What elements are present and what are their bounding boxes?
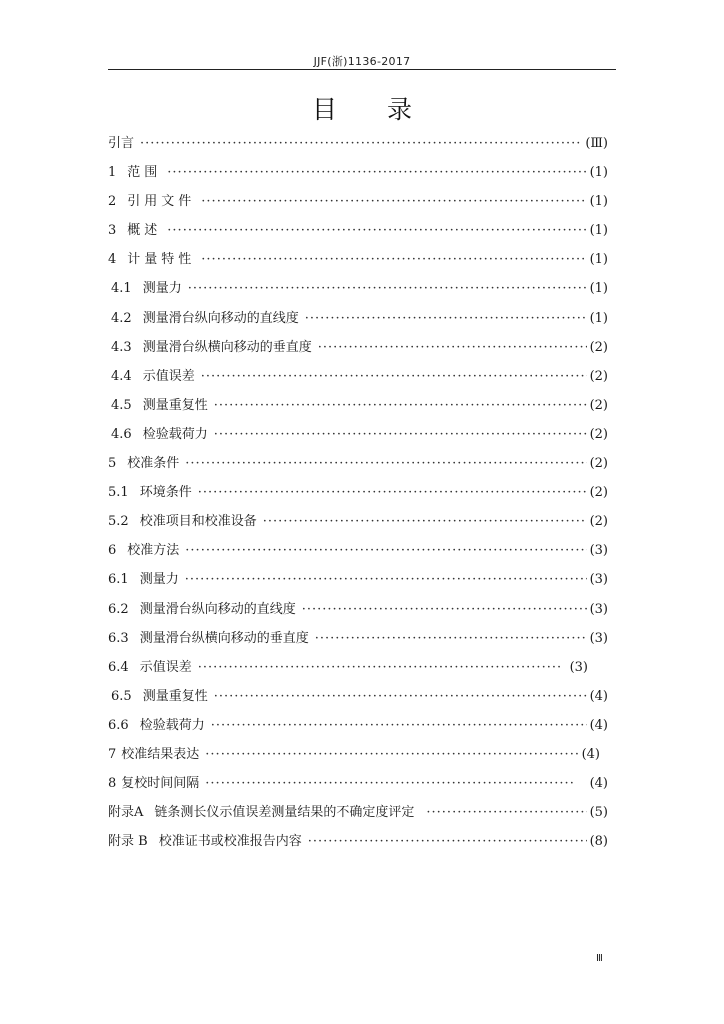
toc-entry-6-6[interactable] (108, 711, 608, 740)
toc-leader-dots (185, 449, 586, 478)
toc-leader-dots (305, 304, 587, 333)
toc-entry-4-6[interactable] (108, 420, 608, 449)
toc-leader-dots (302, 595, 587, 624)
toc-entry-page: (2) (589, 397, 608, 413)
toc-leader-dots (205, 740, 578, 769)
toc-entry-number: 5 (108, 456, 117, 472)
toc-entry-label: 检验载荷力 (139, 717, 205, 733)
toc-entry-number: 4.3 (111, 339, 132, 355)
toc-leader-dots (318, 333, 587, 362)
toc-entry-label: 校准条件 (127, 456, 180, 472)
toc-entry-number: 4.6 (111, 426, 132, 442)
toc-entry-7[interactable] (108, 740, 608, 769)
toc-entry-page: (8) (589, 834, 608, 850)
toc-entry-number: 附录 B (108, 834, 148, 850)
toc-entry-number: 6 (108, 543, 117, 559)
toc-entry-4-3[interactable] (108, 333, 608, 362)
toc-entry-2[interactable] (108, 187, 608, 216)
toc-entry-4-5[interactable] (108, 391, 608, 420)
toc-entry-6-1[interactable] (108, 565, 608, 594)
toc-entry-label: 链条测长仪示值误差测量结果的不确定度评定 (154, 805, 415, 821)
toc-entry-page: (1) (589, 223, 608, 239)
toc-entry-label: 环境条件 (139, 485, 192, 501)
toc-entry-number: 4.2 (111, 310, 132, 326)
toc-entry-label: 测量力 (142, 281, 182, 297)
toc-entry-number: 4.5 (111, 397, 132, 413)
toc-entry-number: 7 (108, 746, 117, 762)
toc-entry-4[interactable] (108, 245, 608, 274)
toc-entry-1[interactable] (108, 158, 608, 187)
toc-leader-dots (308, 827, 587, 856)
toc-entry-label: 校准结果表达 (121, 746, 200, 762)
toc-entry-intro[interactable] (108, 129, 608, 158)
toc-entry-page: (1) (589, 194, 608, 210)
toc-leader-dots (214, 391, 587, 420)
toc-entry-label: 校准项目和校准设备 (139, 514, 257, 530)
toc-leader-dots (188, 274, 587, 303)
toc-entry-number: 附录A (108, 805, 144, 821)
toc-entry-page: (3) (589, 543, 608, 559)
toc-entry-page: (3) (589, 630, 608, 646)
toc-entry-page: (4) (581, 746, 600, 762)
toc-entry-6[interactable] (108, 536, 608, 565)
toc-entry-label: 范围 (127, 165, 162, 181)
toc-entry-number: 5.1 (108, 485, 129, 501)
toc-entry-number: 6.3 (108, 630, 129, 646)
toc-entry-number: 4.4 (111, 368, 132, 384)
toc-entry-page: (1) (589, 310, 608, 326)
toc-entry-label: 示值误差 (142, 368, 195, 384)
toc-leader-dots (198, 478, 587, 507)
toc-entry-6-5[interactable] (108, 682, 608, 711)
toc-entry-number: 4.1 (111, 281, 132, 297)
toc-entry-page: (1) (589, 252, 608, 268)
toc-entry-page: (2) (589, 368, 608, 384)
toc-entry-label: 测量滑台纵向移动的直线度 (142, 310, 299, 326)
toc-entry-page: (3) (589, 601, 608, 617)
toc-entry-5-1[interactable] (108, 478, 608, 507)
toc-entry-number: 2 (108, 194, 117, 210)
toc-leader-dots (140, 129, 582, 158)
toc-entry-appendix-a[interactable] (108, 798, 608, 827)
toc-leader-dots (205, 769, 575, 798)
toc-entry-6-4[interactable] (108, 653, 608, 682)
toc-leader-dots (211, 711, 587, 740)
toc-leader-dots (201, 362, 587, 391)
toc-entry-page: (3) (589, 572, 608, 588)
toc-entry-label: 复校时间间隔 (121, 776, 200, 792)
toc-entry-6-2[interactable] (108, 595, 608, 624)
toc-entry-4-4[interactable] (108, 362, 608, 391)
toc-entry-page: (2) (589, 514, 608, 530)
toc-entry-page: (2) (589, 485, 608, 501)
toc-entry-label: 校准方法 (127, 543, 180, 559)
toc-entry-5[interactable] (108, 449, 608, 478)
page-title: 目录 (311, 95, 462, 124)
header-rule (108, 69, 616, 70)
toc-leader-dots (263, 507, 587, 536)
toc-entry-number: 8 (108, 776, 117, 792)
toc-entry-label: 测量滑台纵横向移动的垂直度 (142, 339, 312, 355)
toc-leader-dots (426, 798, 586, 827)
toc-entry-page: (4) (589, 776, 608, 792)
toc-leader-dots (198, 653, 560, 682)
toc-entry-page: (2) (589, 339, 608, 355)
toc-entry-label: 测量滑台纵向移动的直线度 (139, 601, 296, 617)
toc-entry-label: 测量滑台纵横向移动的垂直度 (139, 630, 309, 646)
toc-entry-number: 6.2 (108, 601, 129, 617)
toc-entry-5-2[interactable] (108, 507, 608, 536)
toc-entry-appendix-b[interactable] (108, 827, 608, 856)
toc-entry-label: 引言 (108, 136, 135, 151)
toc-leader-dots (185, 565, 587, 594)
toc-entry-number: 1 (108, 165, 117, 181)
toc-entry-3[interactable] (108, 216, 608, 245)
toc-entry-number: 5.2 (108, 514, 129, 530)
table-of-contents (108, 129, 608, 856)
toc-entry-label: 测量重复性 (142, 397, 208, 413)
toc-entry-page: (2) (589, 426, 608, 442)
toc-entry-page: (Ⅲ) (585, 136, 608, 151)
toc-entry-number: 6.4 (108, 659, 129, 675)
toc-entry-label: 概述 (127, 223, 162, 239)
toc-leader-dots (167, 216, 586, 245)
toc-leader-dots (201, 187, 586, 216)
toc-entry-number: 4 (108, 252, 117, 268)
toc-leader-dots (201, 245, 586, 274)
toc-entry-number: 3 (108, 223, 117, 239)
toc-entry-page: (4) (589, 717, 608, 733)
toc-leader-dots (185, 536, 586, 565)
toc-leader-dots (214, 682, 587, 711)
toc-entry-page: (1) (589, 281, 608, 297)
toc-entry-label: 引用文件 (127, 194, 196, 210)
toc-leader-dots (315, 624, 587, 653)
toc-entry-page: (5) (589, 805, 608, 821)
toc-entry-label: 示值误差 (139, 659, 192, 675)
toc-entry-number: 6.6 (108, 717, 129, 733)
toc-leader-dots (167, 158, 586, 187)
toc-entry-6-3[interactable] (108, 624, 608, 653)
page-number: Ⅲ (596, 953, 603, 964)
toc-entry-label: 计量特性 (127, 252, 196, 268)
toc-entry-8[interactable] (108, 769, 608, 798)
toc-entry-label: 测量力 (139, 572, 179, 588)
toc-leader-dots (214, 420, 587, 449)
toc-entry-label: 测量重复性 (142, 688, 208, 704)
toc-entry-number: 6.1 (108, 572, 129, 588)
toc-entry-page: (1) (589, 165, 608, 181)
toc-entry-page: (3) (569, 659, 588, 675)
toc-entry-page: (4) (589, 688, 608, 704)
toc-entry-page: (2) (589, 456, 608, 472)
toc-entry-number: 6.5 (111, 688, 132, 704)
toc-entry-4-2[interactable] (108, 304, 608, 333)
toc-entry-4-1[interactable] (108, 274, 608, 303)
toc-entry-label: 校准证书或校准报告内容 (158, 834, 302, 850)
document-code-header: JJF(浙)1136-2017 (313, 55, 411, 68)
toc-entry-label: 检验载荷力 (142, 426, 208, 442)
